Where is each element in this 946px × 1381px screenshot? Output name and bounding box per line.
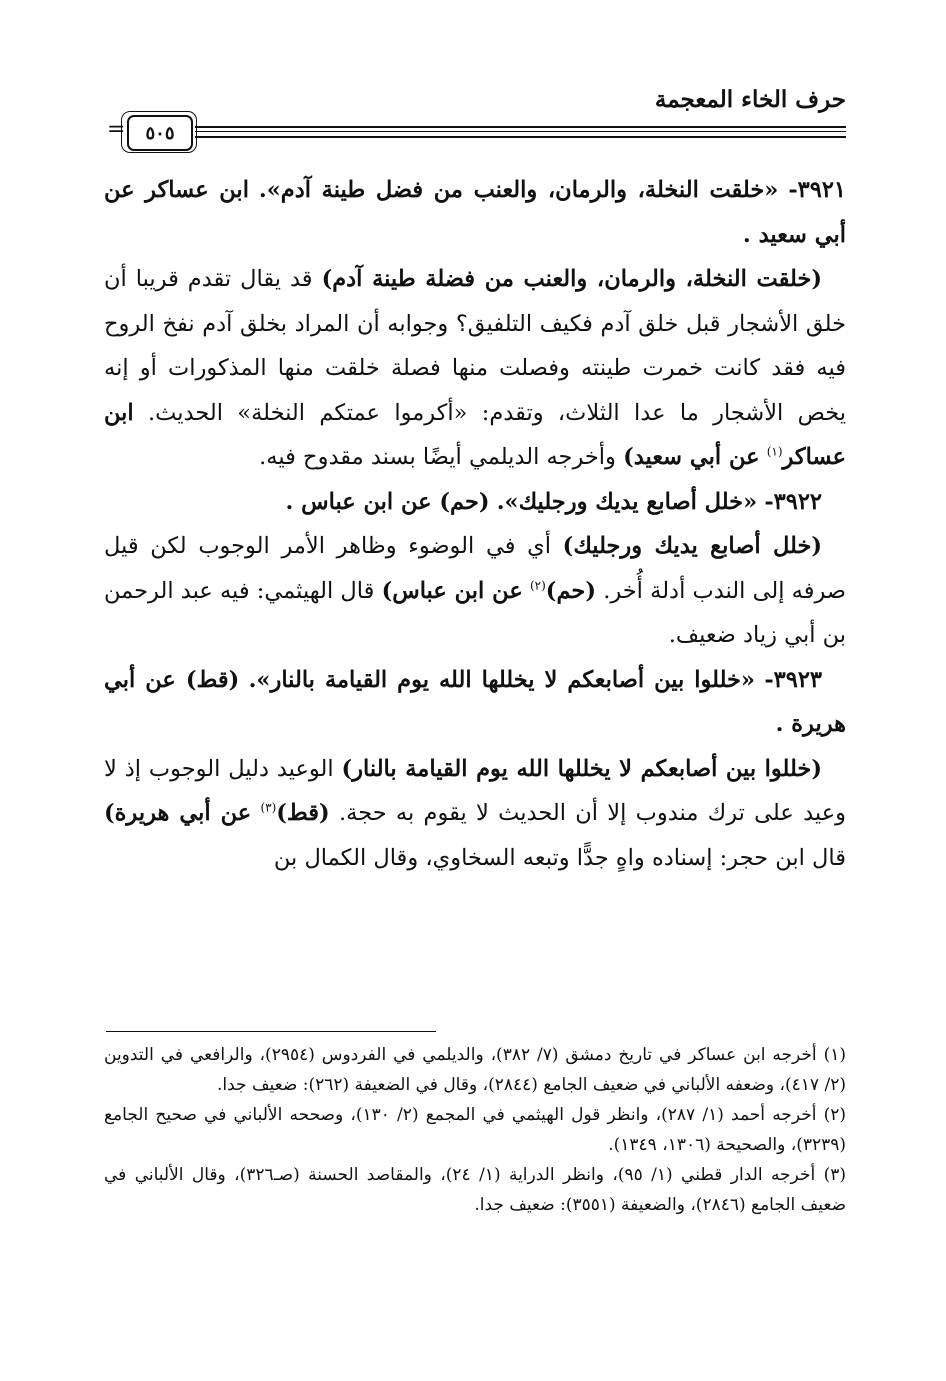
main-text	[104, 168, 846, 880]
hadith-number: ٣٩٢٣-	[764, 666, 823, 693]
hadith-number: ٣٩٢٢-	[764, 488, 822, 515]
commentary-paragraph	[104, 747, 846, 881]
hadith-source: (قط) عن أبي هريرة .	[104, 666, 846, 737]
header-left-mark: =	[107, 117, 126, 142]
commentary-source: ابن عساكر	[104, 399, 846, 470]
footnote-text: أخرجه أحمد (١/ ٢٨٧)، وانظر قول الهيثمي في المجمع (٢/ ١٣٠)، وصححه الألباني في صحيح الجامع (٣٢٣٩)، والصحيحة (١٣٠٦، ١٣٤٩).	[104, 1105, 846, 1155]
page-header-title: حرف الخاء المعجمة	[654, 86, 846, 113]
header-rule	[195, 131, 846, 132]
footnote	[104, 1040, 846, 1100]
footnote-number: (١)	[823, 1045, 846, 1065]
hadith-text: «خللوا بين أصابعكم لا يخللها الله يوم القيامة بالنار».	[248, 666, 755, 693]
hadith-source: (حم) عن ابن عباس .	[285, 488, 490, 515]
footnote-number: (٣)	[823, 1165, 847, 1185]
hadith-entry	[104, 480, 846, 525]
footnote-marker[interactable]: (١)	[766, 444, 783, 459]
page-number-box	[127, 115, 193, 151]
footnote-text: أخرجه ابن عساكر في تاريخ دمشق (٧/ ٣٨٢)، والديلمي في الفردوس (٢٩٥٤)، والرافعي في التدوين (٢/ ٤١٧)، وضعفه الألباني في ضعيف الجامع (٢٨٤٤)، وقال في الضعيفة (٢٦٢): ضعيف جدا.	[104, 1045, 846, 1095]
header-rule	[195, 126, 846, 128]
commentary-source: (قط)	[276, 800, 330, 826]
header-rule	[195, 136, 846, 138]
commentary-paragraph	[104, 257, 846, 480]
commentary-source: عن ابن عباس)	[381, 577, 523, 604]
commentary-source: عن أبي سعيد)	[623, 444, 760, 470]
hadith-entry	[104, 658, 846, 747]
page-number: ٥٠٥	[145, 122, 175, 144]
hadith-number: ٣٩٢١-	[788, 177, 846, 203]
footnote	[104, 1160, 846, 1220]
hadith-text: «خلل أصابع يديك ورجليك».	[496, 488, 758, 515]
commentary-text: أي في الوضوء وظاهر الأمر الوجوب لكن قيل صرفه إلى الندب أدلة أُخر.	[104, 533, 847, 604]
commentary-text: قال الهيثمي: فيه عبد الرحمن بن أبي زياد ضعيف.	[104, 577, 846, 648]
footnote-separator	[106, 1031, 436, 1032]
hadith-source: ابن عساكر عن أبي سعيد .	[104, 177, 846, 248]
hadith-entry	[104, 168, 846, 257]
commentary-text: وأخرجه الديلمي أيضًا بسند مقدوح فيه.	[259, 444, 616, 470]
footnotes	[104, 1040, 846, 1220]
footnote-marker[interactable]: (٢)	[529, 578, 546, 592]
commentary-source: (حم)	[545, 577, 596, 604]
commentary-paragraph	[104, 524, 846, 658]
commentary-text: قال ابن حجر: إسناده واهٍ جدًّا وتبعه السخاوي، وقال الكمال بن	[273, 844, 846, 871]
commentary-quote: (خلقت النخلة، والرمان، والعنب من فضلة طينة آدم)	[321, 266, 823, 292]
footnote-number: (٢)	[823, 1105, 847, 1125]
commentary-source: عن أبي هريرة)	[104, 800, 252, 826]
commentary-text: الوعيد دليل الوجوب إذ لا وعيد على ترك مندوب إلا أن الحديث لا يقوم به حجة.	[104, 755, 846, 826]
hadith-text: «خلقت النخلة، والرمان، والعنب من فضل طينة آدم».	[258, 177, 779, 203]
footnote-text: أخرجه الدار قطني (١/ ٩٥)، وانظر الدراية (١/ ٢٤)، والمقاصد الحسنة (صـ٣٢٦)، وقال الألباني في ضعيف الجامع (٢٨٤٦)، والضعيفة (٣٥٥١): ضعيف جدا.	[104, 1165, 846, 1215]
footnote-marker[interactable]: (٣)	[260, 800, 277, 815]
footnote	[104, 1100, 846, 1160]
commentary-quote: (خلل أصابع يديك ورجليك)	[562, 533, 822, 559]
commentary-text: قد يقال تقدم قريبا أن خلق الأشجار قبل خلق آدم فكيف التلفيق؟ وجوابه أن المراد بخلق آدم نفخ الروح فيه فقد كانت خمرت طينته وفصلت منها فصلة خلقت منها المذكورات أو إنه يخص الأشجار ما عدا الثلاث، وتقدم: «أكرموا عمتكم النخلة» الحديث.	[104, 266, 847, 426]
commentary-quote: (خللوا بين أصابعكم لا يخللها الله يوم القيامة بالنار)	[341, 755, 822, 782]
